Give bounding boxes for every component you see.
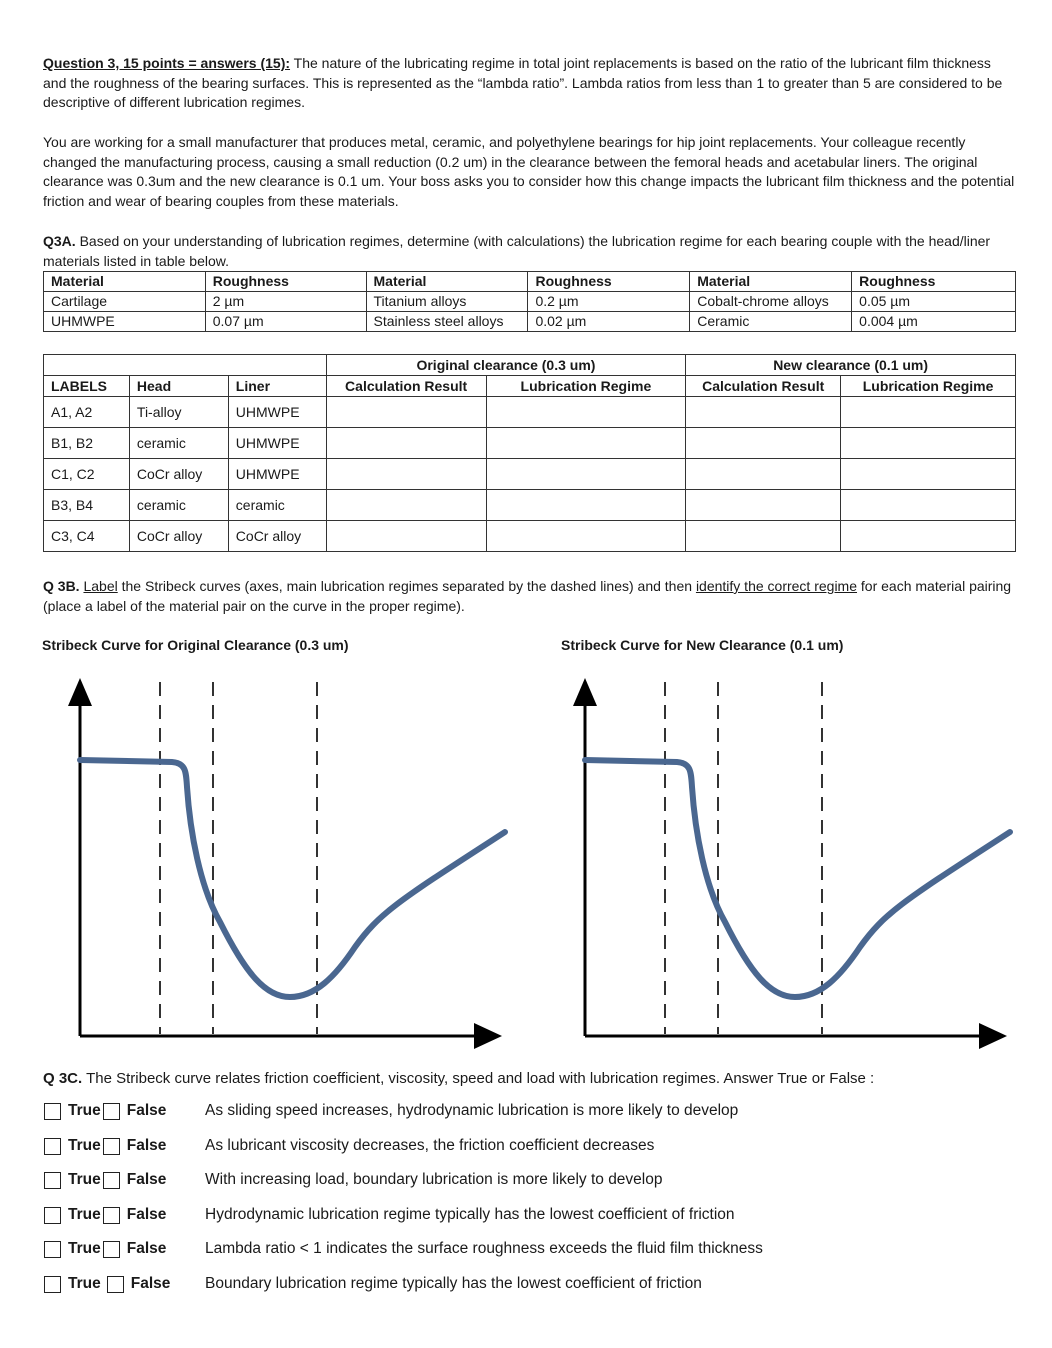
intro-text: The nature of the lubricating regime in total joint replacements is based on the ratio of the lubricant film thickness and the roughness of the bearing surfaces. This is represented as the “lambda ratio”. Lambda ratios from less than 1 to greater than 5 are considered to be descriptive of different lubrication regimes. [43, 55, 1003, 111]
liner-cell: UHMWPE [228, 459, 326, 490]
q3a-text: Based on your understanding of lubrication regimes, determine (with calculations) the lubrication regime for each bearing couple with the head/liner materials listed in table below. [43, 233, 991, 269]
tf-statement: As sliding speed increases, hydrodynamic lubrication is more likely to develop [205, 1102, 739, 1119]
stribeck-curve [80, 760, 505, 997]
q3b-label: Q 3B. [43, 578, 80, 594]
false-label: False [130, 1275, 171, 1292]
regime-header-cell: LABELS [44, 376, 130, 397]
regime-header-cell: Head [129, 376, 228, 397]
roughness-header-cell: Material [690, 272, 852, 292]
answer-cell[interactable] [841, 428, 1016, 459]
regime-group-row [44, 355, 1016, 376]
label-cell: A1, A2 [44, 397, 130, 428]
regime-header-cell: Calculation Result [326, 376, 486, 397]
answer-cell[interactable] [686, 397, 841, 428]
q3a-prompt [43, 232, 1018, 271]
false-label: False [126, 1206, 167, 1223]
false-label: False [126, 1240, 167, 1257]
regime-row [44, 459, 1016, 490]
regime-row [44, 521, 1016, 552]
scenario-paragraph: You are working for a small manufacturer that produces metal, ceramic, and polyethylene bearings for hip joint replacements. Your colleague recently changed the manufacturing process, causing a small reduction (0.2 um) in the clearance between the femoral heads and acetabular liners. The original clearance was 0.3um and the new clearance is 0.1 um. Your boss asks you to consider how this change impacts the lubricant film thickness and the potential friction and wear of bearing couples from these materials. [43, 134, 1015, 210]
regime-table [43, 354, 1016, 552]
roughness-cell: 0.02 µm [528, 312, 690, 332]
answer-cell[interactable] [326, 490, 486, 521]
tf-question [44, 1134, 655, 1158]
false-checkbox[interactable] [103, 1103, 120, 1120]
roughness-header-cell: Roughness [205, 272, 366, 292]
answer-cell[interactable] [841, 490, 1016, 521]
new-clearance-header: New clearance (0.1 um) [686, 355, 1016, 376]
roughness-row [44, 312, 1016, 332]
q3c-label: Q 3C. [43, 1070, 83, 1087]
false-label: False [126, 1137, 167, 1154]
true-checkbox[interactable] [44, 1103, 61, 1120]
roughness-cell: Titanium alloys [366, 292, 528, 312]
answer-cell[interactable] [486, 397, 686, 428]
head-cell: ceramic [129, 490, 228, 521]
false-checkbox[interactable] [103, 1241, 120, 1258]
answer-cell[interactable] [841, 521, 1016, 552]
regime-row [44, 397, 1016, 428]
head-cell: Ti-alloy [129, 397, 228, 428]
liner-cell: ceramic [228, 490, 326, 521]
answer-cell[interactable] [486, 428, 686, 459]
answer-cell[interactable] [686, 490, 841, 521]
q3a-label: Q3A. [43, 233, 76, 249]
intro-paragraph [43, 54, 1018, 113]
roughness-header-cell: Roughness [528, 272, 690, 292]
tf-statement: Hydrodynamic lubrication regime typically has the lowest coefficient of friction [205, 1206, 735, 1223]
roughness-cell: 0.2 µm [528, 292, 690, 312]
true-checkbox[interactable] [44, 1241, 61, 1258]
false-checkbox[interactable] [103, 1172, 120, 1189]
label-cell: C3, C4 [44, 521, 130, 552]
answer-cell[interactable] [486, 490, 686, 521]
label-cell: B1, B2 [44, 428, 130, 459]
regime-header-cell: Lubrication Regime [486, 376, 686, 397]
stribeck-chart-new[interactable] [565, 672, 1015, 1062]
left-chart-title: Stribeck Curve for Original Clearance (0.3 um) [42, 637, 349, 653]
roughness-cell: Stainless steel alloys [366, 312, 528, 332]
q3b-text: for each material pairing (place a label of the material pair on the curve in the proper regime). [43, 578, 1012, 614]
tf-question [44, 1099, 739, 1123]
true-checkbox[interactable] [44, 1207, 61, 1224]
false-label: False [126, 1102, 167, 1119]
regime-header-cell: Lubrication Regime [841, 376, 1016, 397]
right-chart-title: Stribeck Curve for New Clearance (0.1 um) [561, 637, 844, 653]
answer-cell[interactable] [686, 521, 841, 552]
answer-cell[interactable] [486, 459, 686, 490]
tf-question [44, 1168, 663, 1192]
tf-question [44, 1272, 702, 1296]
stribeck-chart-original[interactable] [60, 672, 510, 1062]
answer-cell[interactable] [686, 459, 841, 490]
roughness-cell: UHMWPE [44, 312, 206, 332]
q3b-prompt [43, 577, 1018, 616]
true-label: True [68, 1206, 101, 1223]
tf-statement: As lubricant viscosity decreases, the friction coefficient decreases [205, 1137, 655, 1154]
regime-header-cell: Calculation Result [686, 376, 841, 397]
tf-question [44, 1203, 735, 1227]
tf-statement: With increasing load, boundary lubrication is more likely to develop [205, 1171, 663, 1188]
head-cell: CoCr alloy [129, 521, 228, 552]
roughness-cell: Cobalt-chrome alloys [690, 292, 852, 312]
x-axis-arrow [474, 1023, 502, 1049]
true-label: True [68, 1171, 101, 1188]
x-axis-arrow [979, 1023, 1007, 1049]
liner-cell: UHMWPE [228, 428, 326, 459]
answer-cell[interactable] [326, 428, 486, 459]
answer-cell[interactable] [841, 459, 1016, 490]
true-label: True [68, 1102, 101, 1119]
liner-cell: UHMWPE [228, 397, 326, 428]
label-cell: B3, B4 [44, 490, 130, 521]
liner-cell: CoCr alloy [228, 521, 326, 552]
roughness-header-row [44, 272, 1016, 292]
true-label: True [68, 1275, 101, 1292]
q3b-label-instruction: Label [83, 578, 118, 594]
tf-statement: Boundary lubrication regime typically has the lowest coefficient of friction [205, 1275, 702, 1292]
stribeck-curve [585, 760, 1010, 997]
roughness-cell: 0.05 µm [852, 292, 1016, 312]
roughness-header-cell: Roughness [852, 272, 1016, 292]
roughness-table [43, 271, 1016, 332]
roughness-cell: 0.004 µm [852, 312, 1016, 332]
regime-group-empty [44, 355, 327, 376]
answer-cell[interactable] [326, 521, 486, 552]
false-label: False [126, 1171, 167, 1188]
roughness-cell: 0.07 µm [205, 312, 366, 332]
roughness-header-cell: Material [44, 272, 206, 292]
answer-cell[interactable] [686, 428, 841, 459]
y-axis-arrow [573, 678, 597, 706]
regime-header-row [44, 376, 1016, 397]
label-cell: C1, C2 [44, 459, 130, 490]
head-cell: ceramic [129, 428, 228, 459]
original-clearance-header: Original clearance (0.3 um) [326, 355, 686, 376]
q3c-text: The Stribeck curve relates friction coefficient, viscosity, speed and load with lubrication regimes. Answer True or False : [82, 1070, 875, 1087]
false-checkbox[interactable] [107, 1276, 124, 1293]
question-heading: Question 3, 15 points = answers (15): [43, 55, 291, 71]
head-cell: CoCr alloy [129, 459, 228, 490]
q3b-text: the Stribeck curves (axes, main lubrication regimes separated by the dashed lines) and then [117, 578, 696, 594]
answer-cell[interactable] [486, 521, 686, 552]
regime-header-cell: Liner [228, 376, 326, 397]
true-checkbox[interactable] [44, 1172, 61, 1189]
answer-cell[interactable] [326, 397, 486, 428]
regime-row [44, 428, 1016, 459]
roughness-cell: Ceramic [690, 312, 852, 332]
true-label: True [68, 1137, 101, 1154]
roughness-cell: 2 µm [205, 292, 366, 312]
true-checkbox[interactable] [44, 1276, 61, 1293]
q3b-regime-instruction: identify the correct regime [695, 578, 858, 594]
q3c-prompt [43, 1069, 1018, 1089]
answer-cell[interactable] [326, 459, 486, 490]
true-label: True [68, 1240, 101, 1257]
false-checkbox[interactable] [103, 1138, 120, 1155]
tf-question [44, 1237, 763, 1261]
roughness-row [44, 292, 1016, 312]
regime-row [44, 490, 1016, 521]
true-checkbox[interactable] [44, 1138, 61, 1155]
tf-statement: Lambda ratio < 1 indicates the surface roughness exceeds the fluid film thickness [205, 1240, 763, 1257]
roughness-cell: Cartilage [44, 292, 206, 312]
answer-cell[interactable] [841, 397, 1016, 428]
y-axis-arrow [68, 678, 92, 706]
false-checkbox[interactable] [103, 1207, 120, 1224]
roughness-header-cell: Material [366, 272, 528, 292]
